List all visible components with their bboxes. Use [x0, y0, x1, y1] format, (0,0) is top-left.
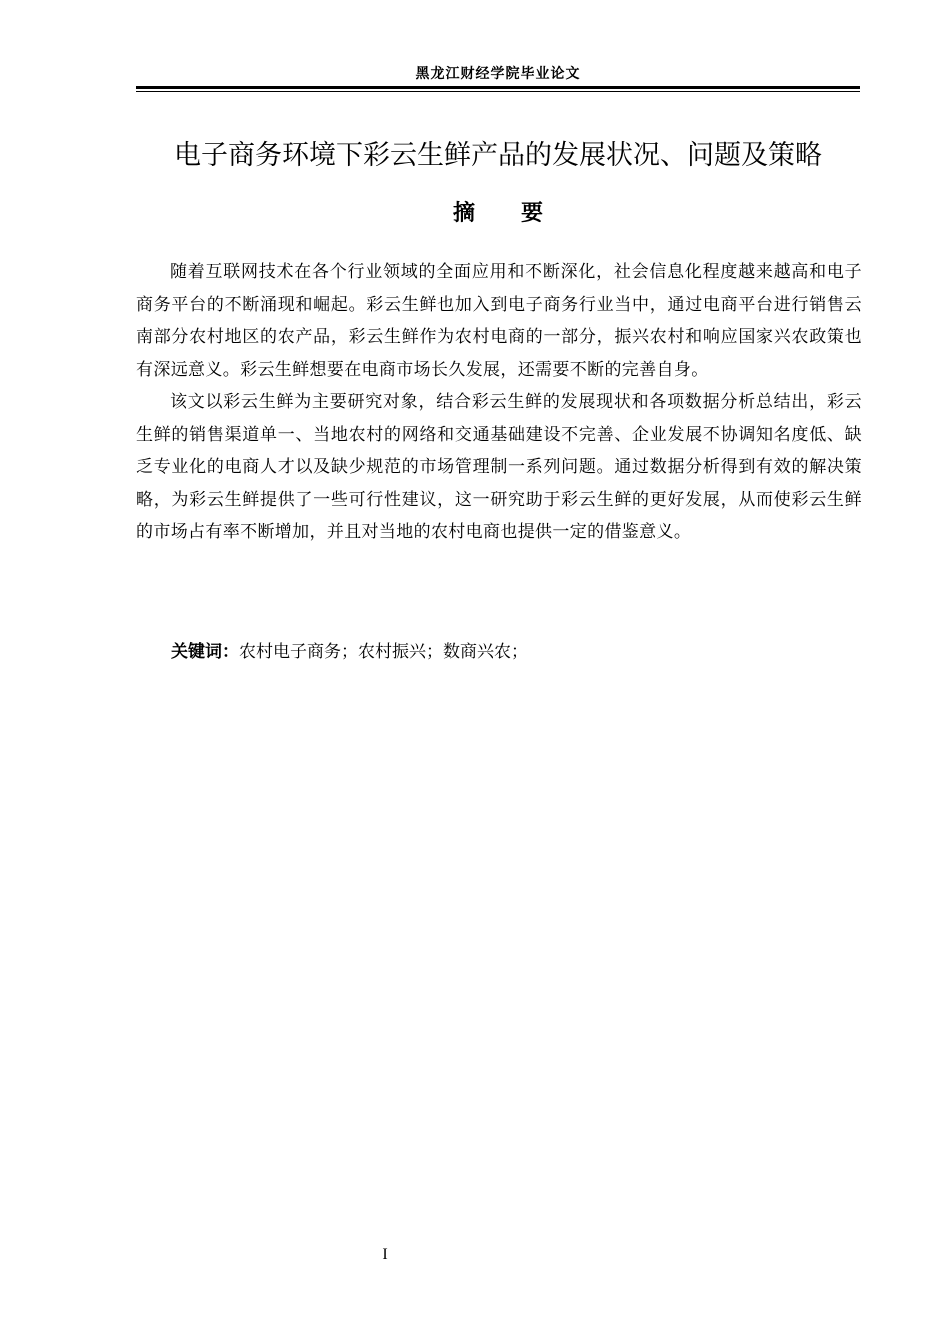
keywords-label: 关键词： [171, 642, 239, 662]
abstract-heading: 摘要 [452, 201, 589, 226]
abstract-paragraph-1: 随着互联网技术在各个行业领域的全面应用和不断深化，社会信息化程度越来越高和电子商务平台的不断涌现和崛起。彩云生鲜也加入到电子商务行业当中，通过电商平台进行销售云南部分农村地区的农产品，彩云生鲜作为农村电商的一部分，振兴农村和响应国家兴农政策也有深远意义。彩云生鲜想要在电商市场长久发展，还需要不断的完善自身。 [136, 262, 862, 380]
keywords-list: 农村电子商务；农村振兴；数商兴农； [239, 642, 528, 662]
abstract-body [136, 256, 862, 549]
abstract-paragraph-2: 该文以彩云生鲜为主要研究对象，结合彩云生鲜的发展现状和各项数据分析总结出，彩云生鲜的销售渠道单一、当地农村的网络和交通基础建设不完善、企业发展不协调知名度低、缺乏专业化的电商人才以及缺少规范的市场管理制一系列问题。通过数据分析得到有效的解决策略，为彩云生鲜提供了一些可行性建议，这一研究助于彩云生鲜的更好发展，从而使彩云生鲜的市场占有率不断增加，并且对当地的农村电商也提供一定的借鉴意义。 [136, 392, 862, 542]
header-rule-thin [136, 91, 860, 92]
keywords-line [171, 636, 528, 668]
running-header: 黑龙江财经学院毕业论文 [415, 66, 581, 82]
header-rule-thick [136, 86, 860, 89]
thesis-title: 电子商务环境下彩云生鲜产品的发展状况、问题及策略 [174, 140, 822, 171]
page-number: I [382, 1246, 388, 1263]
